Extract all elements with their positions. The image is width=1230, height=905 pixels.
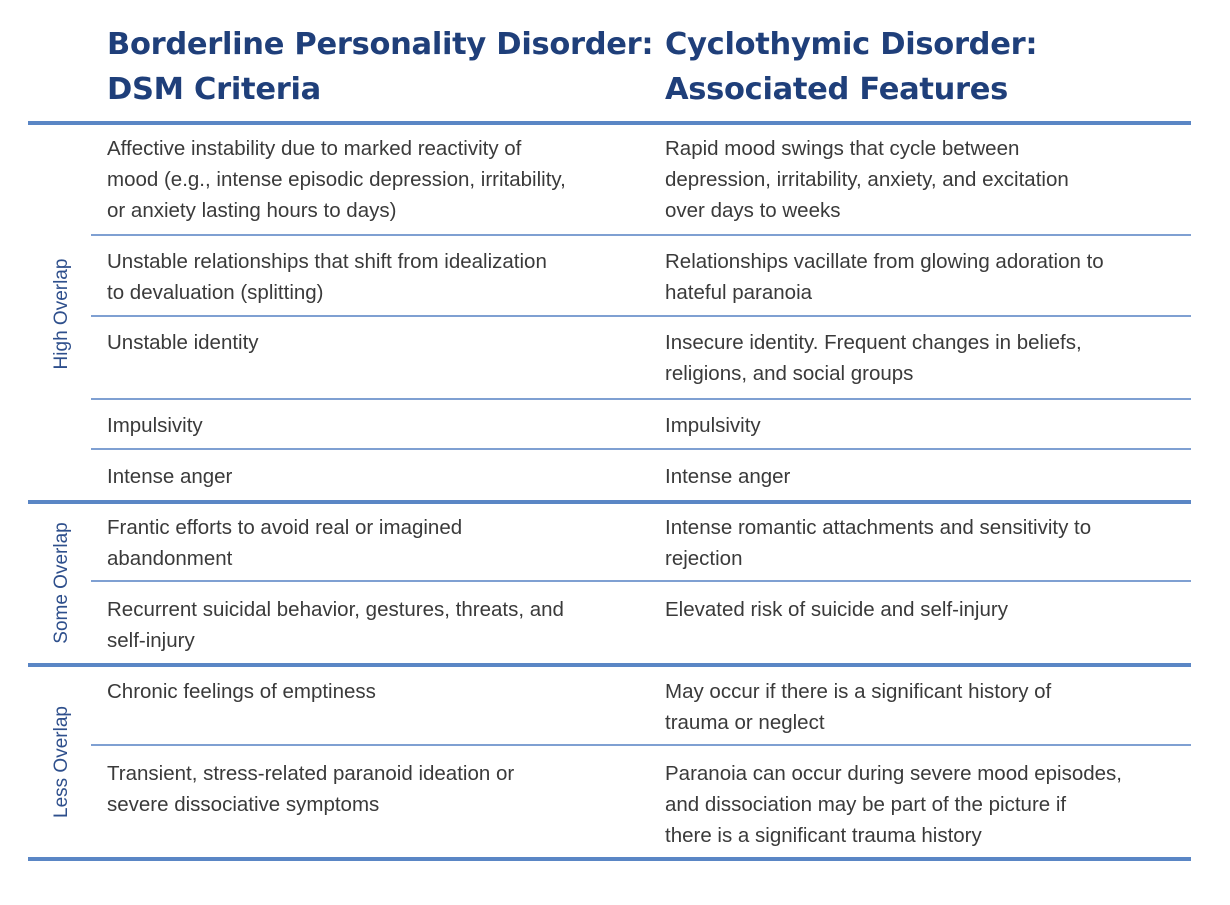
group-label-high-overlap: High Overlap	[51, 258, 72, 370]
cell-cyclothymic	[665, 594, 1008, 625]
row-divider	[91, 448, 1191, 450]
cell-cyclothymic	[665, 246, 1104, 308]
header-line: Cyclothymic Disorder:	[665, 27, 1038, 62]
cell-borderline	[107, 758, 514, 820]
cell-line: Rapid mood swings that cycle between	[665, 137, 1020, 160]
group-divider-less	[28, 663, 1191, 667]
cell-line: Impulsivity	[665, 414, 761, 437]
cell-line: depression, irritability, anxiety, and excitation	[665, 168, 1069, 191]
cell-line: mood (e.g., intense episodic depression, irritability,	[107, 168, 566, 191]
cell-borderline	[107, 676, 376, 707]
row-divider	[91, 580, 1191, 582]
group-label-less-overlap: Less Overlap	[51, 706, 72, 818]
cell-line: hateful paranoia	[665, 281, 813, 304]
cell-line: and dissociation may be part of the picture if	[665, 793, 1067, 816]
cell-line: trauma or neglect	[665, 711, 825, 734]
row-divider	[91, 398, 1191, 400]
cell-line: Frantic efforts to avoid real or imagined	[107, 516, 463, 539]
cell-cyclothymic	[665, 327, 1082, 389]
cell-cyclothymic	[665, 133, 1069, 226]
cell-line: Elevated risk of suicide and self-injury	[665, 598, 1008, 621]
cell-cyclothymic	[665, 461, 790, 492]
bottom-rule	[28, 857, 1191, 861]
cell-borderline	[107, 594, 564, 656]
row-divider	[91, 234, 1191, 236]
cell-borderline	[107, 410, 203, 441]
cell-line: Paranoia can occur during severe mood episodes,	[665, 762, 1122, 785]
group-label-some-overlap: Some Overlap	[51, 522, 72, 644]
column-header-borderline	[107, 22, 653, 112]
row-divider	[91, 315, 1191, 317]
cell-line: religions, and social groups	[665, 362, 914, 385]
cell-line: Intense romantic attachments and sensitivity to	[665, 516, 1092, 539]
cell-cyclothymic	[665, 758, 1122, 851]
cell-line: Relationships vacillate from glowing adoration to	[665, 250, 1104, 273]
header-line: Associated Features	[665, 72, 1009, 107]
cell-cyclothymic	[665, 512, 1091, 574]
cell-line: Intense anger	[665, 465, 791, 488]
cell-line: Unstable identity	[107, 331, 259, 354]
cell-line: over days to weeks	[665, 199, 841, 222]
cell-cyclothymic	[665, 410, 761, 441]
cell-borderline	[107, 133, 566, 226]
header-line: Borderline Personality Disorder:	[107, 27, 654, 62]
cell-line: Unstable relationships that shift from idealization	[107, 250, 547, 273]
header-line: DSM Criteria	[107, 72, 321, 107]
top-rule	[28, 121, 1191, 125]
cell-line: May occur if there is a significant history of	[665, 680, 1052, 703]
cell-borderline	[107, 246, 547, 308]
row-divider	[91, 744, 1191, 746]
cell-borderline	[107, 512, 462, 574]
cell-line: Recurrent suicidal behavior, gestures, threats, and	[107, 598, 564, 621]
group-divider-some	[28, 500, 1191, 504]
cell-cyclothymic	[665, 676, 1051, 738]
cell-line: Insecure identity. Frequent changes in beliefs,	[665, 331, 1082, 354]
cell-line: Impulsivity	[107, 414, 203, 437]
table-header	[107, 22, 1197, 112]
cell-line: abandonment	[107, 547, 233, 570]
cell-line: Chronic feelings of emptiness	[107, 680, 376, 703]
cell-borderline	[107, 327, 259, 358]
column-header-cyclothymic	[665, 22, 1037, 112]
cell-line: self-injury	[107, 629, 195, 652]
cell-line: there is a significant trauma history	[665, 824, 982, 847]
cell-line: or anxiety lasting hours to days)	[107, 199, 397, 222]
cell-line: rejection	[665, 547, 743, 570]
cell-line: Transient, stress-related paranoid ideation or	[107, 762, 515, 785]
cell-line: to devaluation (splitting)	[107, 281, 324, 304]
cell-line: severe dissociative symptoms	[107, 793, 380, 816]
cell-borderline	[107, 461, 232, 492]
cell-line: Intense anger	[107, 465, 233, 488]
cell-line: Affective instability due to marked reactivity of	[107, 137, 522, 160]
